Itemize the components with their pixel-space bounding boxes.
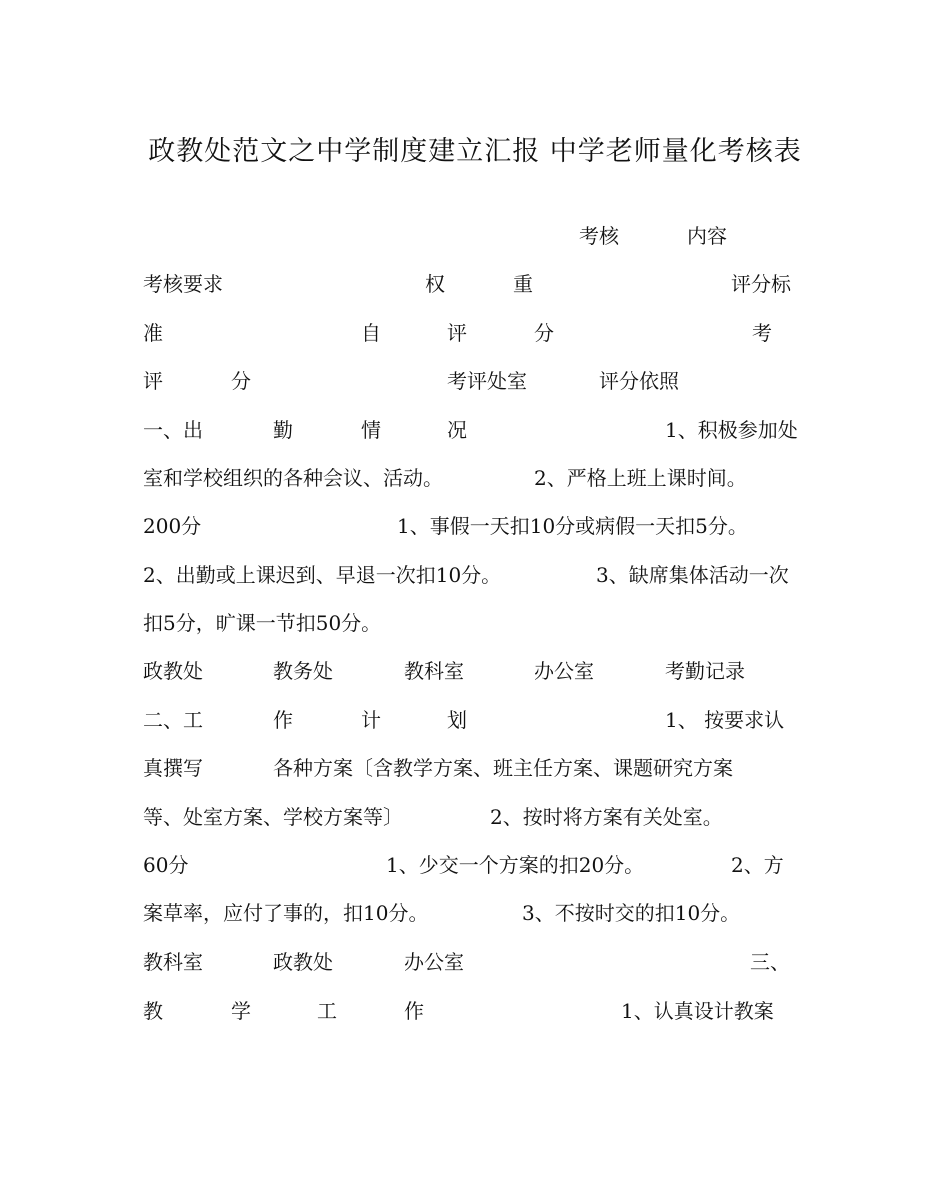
text-segment: 1、少交一个方案的扣20分。: [386, 853, 645, 877]
text-segment: 真撰写: [143, 756, 203, 780]
text-segment: 室和学校组织的各种会议、活动。: [143, 466, 443, 490]
text-segment: 考: [752, 321, 772, 345]
text-segment: 评分依照: [599, 369, 679, 393]
text-segment: 扣5分，旷课一节扣50分。: [143, 611, 382, 635]
text-segment: 考评处室: [447, 369, 527, 393]
text-segment: 2、出勤或上课迟到、早退一次扣10分。: [143, 563, 502, 587]
text-segment: 自: [361, 321, 381, 345]
text-line-3: [0, 318, 950, 348]
text-segment: 准: [143, 321, 163, 345]
text-segment: 3、缺席集体活动一次: [596, 563, 789, 587]
text-segment: 分: [534, 321, 554, 345]
text-segment: 教务处: [273, 659, 333, 683]
text-segment: 学: [231, 999, 251, 1023]
text-line-6: [0, 463, 950, 493]
text-segment: 重: [513, 272, 533, 296]
text-line-2: [0, 269, 950, 299]
text-segment: 考勤记录: [665, 659, 745, 683]
text-segment: 考核: [579, 224, 619, 248]
text-segment: 各种方案〔含教学方案、班主任方案、课题研究方案: [273, 756, 733, 780]
text-segment: 1、认真设计教案: [621, 999, 774, 1023]
text-segment: 评分标: [731, 272, 791, 296]
text-segment: 政教处: [273, 950, 333, 974]
text-segment: 三、: [750, 950, 790, 974]
text-segment: 作: [404, 999, 424, 1023]
text-segment: 办公室: [404, 950, 464, 974]
text-segment: 3、不按时交的扣10分。: [522, 901, 741, 925]
text-segment: 评: [447, 321, 467, 345]
text-segment: 内容: [687, 224, 727, 248]
text-segment: 200分: [143, 514, 202, 538]
text-segment: 情: [361, 418, 381, 442]
text-segment: 评: [143, 369, 163, 393]
text-segment: 划: [447, 708, 467, 732]
text-line-9: [0, 608, 950, 638]
text-line-8: [0, 560, 950, 590]
text-segment: 政教处: [143, 659, 203, 683]
text-segment: 教科室: [143, 950, 203, 974]
text-line-15: [0, 898, 950, 928]
text-line-11: [0, 705, 950, 735]
text-segment: 1、积极参加处: [665, 418, 798, 442]
text-segment: 勤: [273, 418, 293, 442]
text-segment: 教科室: [404, 659, 464, 683]
text-segment: 作: [273, 708, 293, 732]
text-segment: 一、出: [143, 418, 203, 442]
text-segment: 工: [317, 999, 337, 1023]
text-line-13: [0, 802, 950, 832]
text-line-10: [0, 656, 950, 686]
text-line-4: [0, 366, 950, 396]
text-segment: 教: [143, 999, 163, 1023]
text-segment: 2、按时将方案有关处室。: [490, 805, 723, 829]
text-segment: 60分: [143, 853, 189, 877]
text-segment: 分: [231, 369, 251, 393]
text-segment: 办公室: [534, 659, 594, 683]
text-line-1: [0, 221, 950, 251]
text-segment: 况: [447, 418, 467, 442]
text-line-5: [0, 415, 950, 445]
text-line-14: [0, 850, 950, 880]
text-line-16: [0, 947, 950, 977]
text-segment: 计: [361, 708, 381, 732]
text-segment: 二、工: [143, 708, 203, 732]
text-segment: 等、处室方案、学校方案等〕: [143, 805, 403, 829]
text-segment: 案草率，应付了事的，扣10分。: [143, 901, 429, 925]
text-segment: 2、严格上班上课时间。: [534, 466, 747, 490]
text-segment: 1、事假一天扣10分或病假一天扣5分。: [397, 514, 748, 538]
text-segment: 2、方: [731, 853, 784, 877]
text-segment: 1、 按要求认: [665, 708, 785, 732]
text-line-12: [0, 753, 950, 783]
text-line-7: [0, 511, 950, 541]
text-segment: 考核要求: [143, 272, 223, 296]
text-line-17: [0, 996, 950, 1026]
document-title: 政教处范文之中学制度建立汇报 中学老师量化考核表: [148, 136, 802, 167]
text-segment: 权: [425, 272, 445, 296]
